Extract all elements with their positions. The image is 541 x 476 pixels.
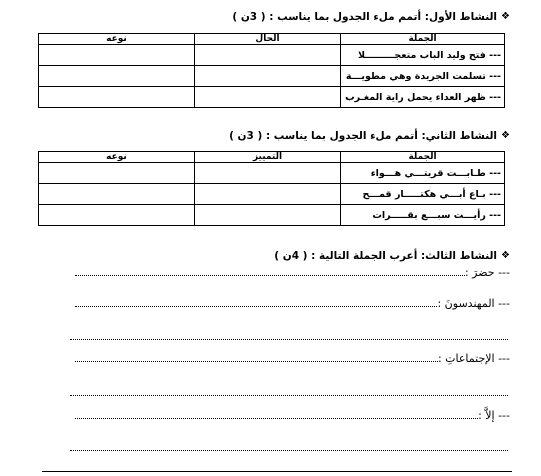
table-row — [39, 205, 505, 226]
answer-dots — [75, 417, 478, 419]
activity1-title — [232, 11, 510, 23]
activity1-table — [38, 33, 505, 108]
diamond-bullet-icon: ❖ — [501, 11, 510, 22]
hal-answer-cell[interactable] — [195, 87, 341, 108]
answer-dots — [75, 360, 438, 362]
activity2-table — [38, 151, 505, 226]
activity1-title-text: النشاط الأول: أتمم ملء الجدول بما يناسب : ( 3ن ) — [232, 11, 498, 23]
answer-dots — [75, 274, 465, 276]
parse-line-word1[interactable] — [75, 266, 510, 279]
sentence-cell: --- رأيـــت سبـــع بقـــــرات — [341, 205, 505, 226]
table-header-row — [39, 34, 505, 45]
hal-answer-cell[interactable] — [195, 66, 341, 87]
table-row — [39, 45, 505, 66]
parse-line-word2[interactable] — [75, 297, 510, 310]
type-answer-cell[interactable] — [39, 45, 195, 66]
table-header-row — [39, 152, 505, 163]
header-hal: الحال — [195, 34, 341, 45]
table-row — [39, 163, 505, 184]
diamond-bullet-icon: ❖ — [501, 130, 510, 141]
table-row — [39, 66, 505, 87]
sentence-cell: --- بـاع أبـــي هكتـــــار قمـــح — [341, 184, 505, 205]
type-answer-cell[interactable] — [39, 184, 195, 205]
header-type: نوعه — [39, 34, 195, 45]
table-row — [39, 87, 505, 108]
hal-answer-cell[interactable] — [195, 45, 341, 66]
answer-dots-extra[interactable] — [70, 394, 508, 396]
parse-word-label: --- الإجتماعاتِ : — [437, 352, 510, 365]
parse-word-label: --- المهندسونَ : — [437, 297, 510, 310]
parse-line-word3[interactable] — [75, 352, 510, 365]
parse-line-word4[interactable] — [75, 409, 510, 422]
activity2-title-text: النشاط الثاني: أتمم ملء الجدول بما يناسب : ( 3ن ) — [229, 130, 498, 142]
activity3-title-text: النشاط الثالث: أعرب الجملة التالية : ( 4ن ) — [274, 250, 498, 262]
header-sentence: الجملة — [341, 152, 505, 163]
tamyiz-answer-cell[interactable] — [195, 205, 341, 226]
parse-word-label: --- إلاَّ : — [478, 409, 510, 422]
header-type: نوعه — [39, 152, 195, 163]
answer-dots-extra[interactable] — [70, 338, 508, 340]
tamyiz-answer-cell[interactable] — [195, 184, 341, 205]
footer-divider — [42, 471, 512, 472]
sentence-cell: --- ظهر العداء يحمل راية المغـرب — [341, 87, 505, 108]
parse-word-label: --- حضرَ : — [464, 266, 510, 279]
table-row — [39, 184, 505, 205]
type-answer-cell[interactable] — [39, 205, 195, 226]
tamyiz-answer-cell[interactable] — [195, 163, 341, 184]
sentence-cell: --- طـابـــت قريتـــي هـــواء — [341, 163, 505, 184]
type-answer-cell[interactable] — [39, 163, 195, 184]
activity2-title — [229, 130, 510, 142]
activity3-title — [274, 250, 510, 262]
type-answer-cell[interactable] — [39, 66, 195, 87]
type-answer-cell[interactable] — [39, 87, 195, 108]
header-tamyiz: التمييز — [195, 152, 341, 163]
diamond-bullet-icon: ❖ — [501, 250, 510, 261]
sentence-cell: --- فتح وليد الباب متعجـــــــــلا — [341, 45, 505, 66]
header-sentence: الجملة — [341, 34, 505, 45]
answer-dots-extra[interactable] — [70, 449, 508, 451]
answer-dots — [75, 305, 437, 307]
sentence-cell: --- تسلمت الجريدة وهي مطويـــة — [341, 66, 505, 87]
